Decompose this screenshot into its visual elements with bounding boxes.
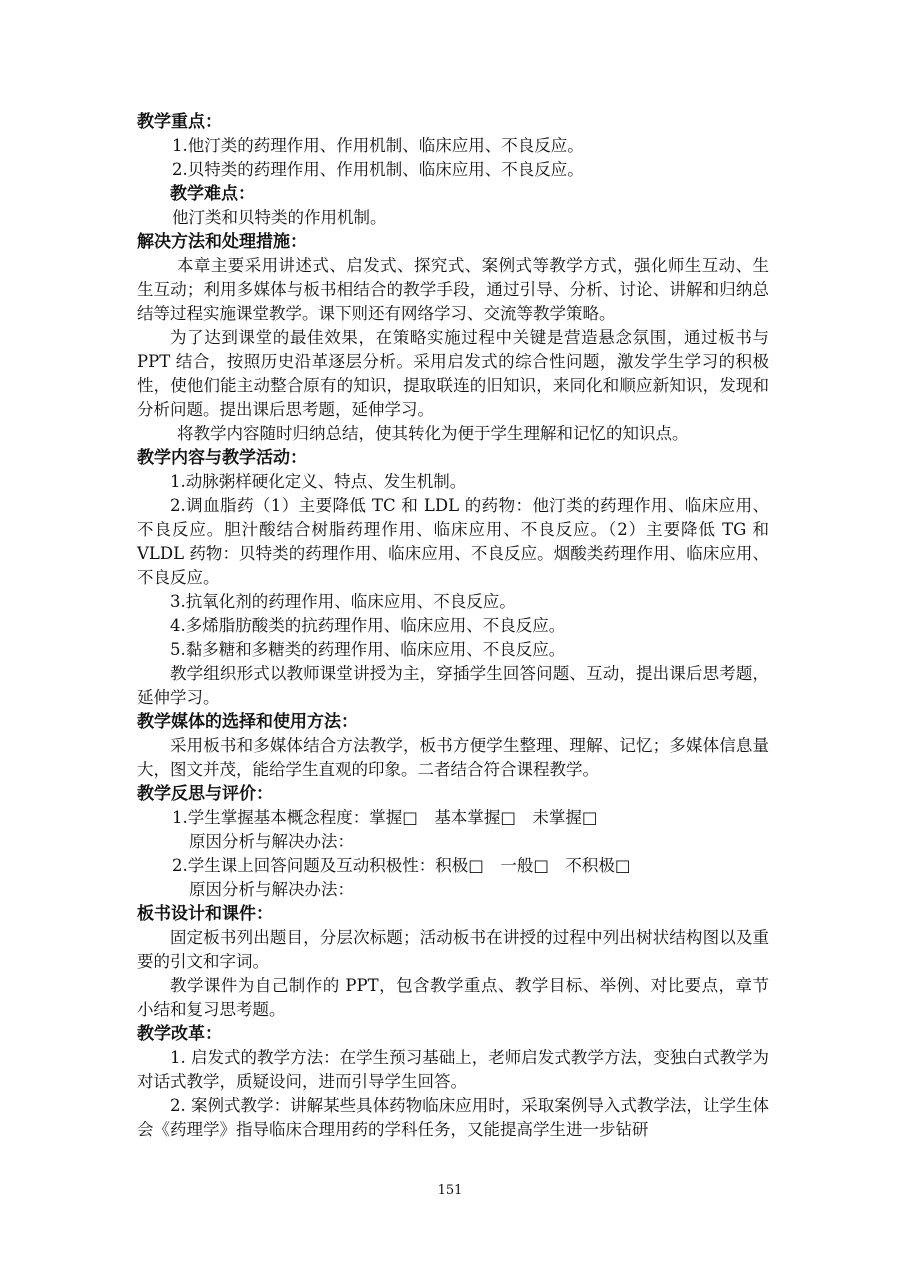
page-number: 151	[437, 1183, 463, 1198]
reflection-question: 1.学生掌握基本概念程度：掌握□ 基本掌握□ 未掌握□	[172, 808, 598, 827]
content-paragraph: 4.多烯脂肪酸类的抗药理作用、临床应用、不良反应。	[170, 616, 566, 635]
board-paragraph: 教学课件为自己制作的 PPT，包含教学重点、教学目标、举例、对比要点，章节小结和复习思考题。	[137, 976, 769, 1019]
methods-paragraph: 为了达到课堂的最佳效果，在策略实施过程中关键是营造悬念氛围，通过板书与 PPT 结合，按照历史沿革逐层分析。采用启发式的综合性问题，激发学生学习的积极性，使他们能主动整合原有的知识，提取联连的旧知识，来同化和顺应新知识，发现和分析问题。提出课后思考题，延伸学习。	[137, 328, 769, 419]
section-heading-board-design: 板书设计和课件：	[137, 904, 273, 924]
section-heading-content-activities: 教学内容与教学活动：	[137, 448, 307, 468]
section-heading-methods: 解决方法和处理措施：	[137, 232, 307, 252]
content-paragraph: 1.动脉粥样硬化定义、特点、发生机制。	[170, 472, 467, 491]
content-paragraph: 教学组织形式以教师课堂讲授为主，穿插学生回答问题、互动，提出课后思考题，延伸学习。	[137, 664, 769, 707]
media-paragraph: 采用板书和多媒体结合方法教学，板书方便学生整理、理解、记忆；多媒体信息量大，图文并茂，能给学生直观的印象。二者结合符合课程教学。	[137, 736, 769, 779]
methods-paragraph: 将教学内容随时归纳总结，使其转化为便于学生理解和记忆的知识点。	[177, 424, 689, 443]
board-paragraph: 固定板书列出题目，分层次标题；活动板书在讲授的过程中列出树状结构图以及重要的引文和字词。	[137, 928, 769, 971]
section-heading-media: 教学媒体的选择和使用方法：	[137, 712, 358, 732]
section-heading-reflection: 教学反思与评价：	[137, 784, 273, 804]
reflection-note: 原因分析与解决办法：	[189, 832, 354, 851]
reflection-note: 原因分析与解决办法：	[189, 880, 354, 899]
section-heading-key-points: 教学重点：	[137, 112, 222, 132]
reform-paragraph: 2. 案例式教学：讲解某些具体药物临床应用时，采取案例导入式教学法，让学生体会《药理学》指导临床合理用药的学科任务，又能提高学生进一步钻研	[137, 1096, 769, 1139]
content-paragraph: 2.调血脂药（1）主要降低 TC 和 LDL 的药物：他汀类的药理作用、临床应用、不良反应。胆汁酸结合树脂药理作用、临床应用、不良反应。（2）主要降低 TG 和 VLDL 药物：贝特类的药理作用、临床应用、不良反应。烟酸类药理作用、临床应用、不良反应。	[137, 496, 769, 587]
content-paragraph: 5.黏多糖和多糖类的药理作用、临床应用、不良反应。	[170, 640, 566, 659]
page-content	[137, 110, 769, 1142]
reform-paragraph: 1. 启发式的教学方法：在学生预习基础上，老师启发式教学方法，变独白式教学为对话式教学，质疑设问，进而引导学生回答。	[137, 1048, 769, 1091]
methods-paragraph: 本章主要采用讲述式、启发式、探究式、案例式等教学方式，强化师生互动、生生互动；利用多媒体与板书相结合的教学手段，通过引导、分析、讨论、讲解和归纳总结等过程实施课堂教学。课下则还有网络学习、交流等教学策略。	[137, 256, 769, 323]
section-heading-difficulties: 教学难点：	[170, 184, 255, 204]
section-heading-reform: 教学改革：	[137, 1024, 222, 1044]
difficulty-text: 他汀类和贝特类的作用机制。	[172, 208, 387, 227]
key-point-item: 1.他汀类的药理作用、作用机制、临床应用、不良反应。	[172, 136, 584, 155]
reflection-question: 2.学生课上回答问题及互动积极性：积极□ 一般□ 不积极□	[172, 856, 631, 875]
key-point-item: 2.贝特类的药理作用、作用机制、临床应用、不良反应。	[172, 160, 584, 179]
content-paragraph: 3.抗氧化剂的药理作用、临床应用、不良反应。	[170, 592, 516, 611]
